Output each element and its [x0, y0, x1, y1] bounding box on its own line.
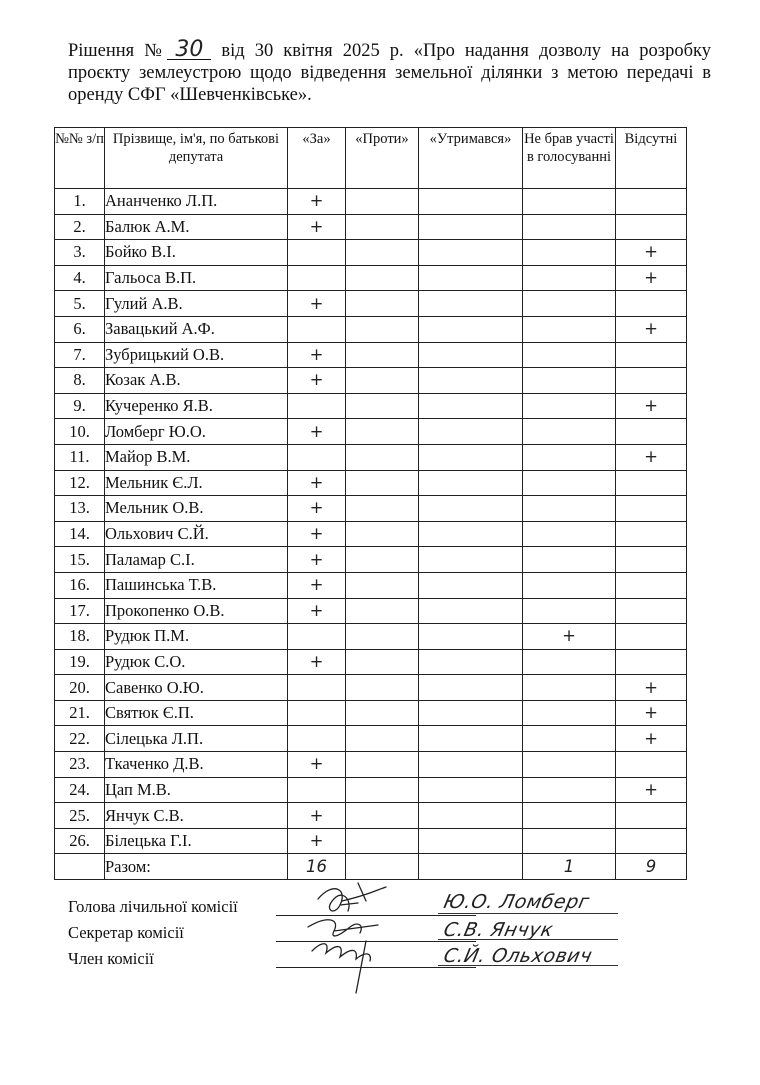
- row-number: 19.: [55, 649, 105, 675]
- row-number: 20.: [55, 675, 105, 701]
- vote-for-mark: [288, 675, 346, 701]
- vote-against-mark: [346, 777, 419, 803]
- table-row: [55, 470, 687, 496]
- total-empty-cell: [55, 854, 105, 880]
- vote-against-mark: [346, 675, 419, 701]
- vote-for-mark: +: [288, 342, 346, 368]
- vote-absent-mark: [616, 419, 687, 445]
- table-row: [55, 726, 687, 752]
- vote-absent-mark: +: [616, 265, 687, 291]
- vote-not-voting-mark: [523, 444, 616, 470]
- vote-absent-mark: [616, 291, 687, 317]
- vote-abstain-mark: [419, 828, 523, 854]
- vote-abstain-mark: [419, 214, 523, 240]
- table-row: [55, 649, 687, 675]
- vote-not-voting-mark: [523, 726, 616, 752]
- vote-against-mark: [346, 828, 419, 854]
- vote-not-voting-mark: [523, 649, 616, 675]
- vote-absent-mark: +: [616, 316, 687, 342]
- vote-abstain-mark: [419, 777, 523, 803]
- vote-against-mark: [346, 189, 419, 215]
- vote-not-voting-mark: [523, 547, 616, 573]
- vote-against-mark: [346, 368, 419, 394]
- vote-absent-mark: [616, 828, 687, 854]
- vote-abstain-mark: [419, 496, 523, 522]
- vote-absent-mark: +: [616, 726, 687, 752]
- deputy-name: Цап М.В.: [105, 777, 288, 803]
- total-row: [55, 854, 687, 880]
- vote-for-mark: +: [288, 572, 346, 598]
- deputy-name: Святюк Є.П.: [105, 700, 288, 726]
- row-number: 6.: [55, 316, 105, 342]
- vote-against-mark: [346, 342, 419, 368]
- vote-abstain-mark: [419, 598, 523, 624]
- table-row: [55, 803, 687, 829]
- col-header-name: Прізвище, ім'я, по батькові депутата: [105, 128, 288, 189]
- vote-not-voting-mark: [523, 828, 616, 854]
- vote-not-voting-mark: [523, 752, 616, 778]
- total-against: [346, 854, 419, 880]
- table-row: [55, 265, 687, 291]
- deputy-name: Мельник Є.Л.: [105, 470, 288, 496]
- vote-absent-mark: +: [616, 444, 687, 470]
- row-number: 24.: [55, 777, 105, 803]
- vote-absent-mark: [616, 368, 687, 394]
- deputy-name: Гулий А.В.: [105, 291, 288, 317]
- vote-for-mark: +: [288, 496, 346, 522]
- vote-absent-mark: +: [616, 777, 687, 803]
- vote-against-mark: [346, 700, 419, 726]
- vote-for-mark: [288, 624, 346, 650]
- vote-abstain-mark: [419, 700, 523, 726]
- vote-not-voting-mark: [523, 291, 616, 317]
- row-number: 25.: [55, 803, 105, 829]
- deputy-name: Балюк А.М.: [105, 214, 288, 240]
- vote-against-mark: [346, 649, 419, 675]
- vote-not-voting-mark: +: [523, 624, 616, 650]
- vote-abstain-mark: [419, 521, 523, 547]
- vote-not-voting-mark: [523, 368, 616, 394]
- vote-for-mark: [288, 777, 346, 803]
- deputy-name: Ольхович С.Й.: [105, 521, 288, 547]
- vote-for-mark: +: [288, 547, 346, 573]
- row-number: 8.: [55, 368, 105, 394]
- vote-abstain-mark: [419, 547, 523, 573]
- vote-abstain-mark: [419, 726, 523, 752]
- deputy-name: Гальоса В.П.: [105, 265, 288, 291]
- vote-for-mark: +: [288, 521, 346, 547]
- signature-name-underline-secretary: [438, 939, 618, 940]
- vote-for-mark: +: [288, 828, 346, 854]
- vote-abstain-mark: [419, 368, 523, 394]
- vote-against-mark: [346, 803, 419, 829]
- vote-for-mark: [288, 240, 346, 266]
- table-row: [55, 316, 687, 342]
- vote-abstain-mark: [419, 649, 523, 675]
- vote-for-mark: +: [288, 649, 346, 675]
- vote-against-mark: [346, 752, 419, 778]
- vote-against-mark: [346, 291, 419, 317]
- handwritten-signatures: [278, 881, 458, 1001]
- deputy-name: Ломберг Ю.О.: [105, 419, 288, 445]
- vote-not-voting-mark: [523, 342, 616, 368]
- vote-abstain-mark: [419, 675, 523, 701]
- vote-abstain-mark: [419, 240, 523, 266]
- vote-absent-mark: [616, 649, 687, 675]
- vote-not-voting-mark: [523, 393, 616, 419]
- vote-not-voting-mark: [523, 240, 616, 266]
- table-row: [55, 521, 687, 547]
- vote-for-mark: +: [288, 419, 346, 445]
- row-number: 10.: [55, 419, 105, 445]
- col-header-for: «За»: [288, 128, 346, 189]
- signature-role-secretary: Секретар комісії: [68, 923, 184, 942]
- vote-against-mark: [346, 240, 419, 266]
- row-number: 7.: [55, 342, 105, 368]
- vote-not-voting-mark: [523, 470, 616, 496]
- deputy-name: Зубрицький О.В.: [105, 342, 288, 368]
- table-row: [55, 752, 687, 778]
- vote-absent-mark: [616, 496, 687, 522]
- signature-block: [68, 893, 708, 1003]
- vote-abstain-mark: [419, 393, 523, 419]
- row-number: 14.: [55, 521, 105, 547]
- vote-not-voting-mark: [523, 265, 616, 291]
- table-row: [55, 624, 687, 650]
- vote-against-mark: [346, 726, 419, 752]
- decision-header: [68, 37, 711, 106]
- vote-for-mark: +: [288, 189, 346, 215]
- row-number: 1.: [55, 189, 105, 215]
- decision-number: 30: [167, 41, 211, 60]
- vote-not-voting-mark: [523, 572, 616, 598]
- vote-for-mark: +: [288, 752, 346, 778]
- vote-abstain-mark: [419, 189, 523, 215]
- col-header-number: №№ з/п: [55, 128, 105, 189]
- vote-not-voting-mark: [523, 521, 616, 547]
- table-row: [55, 444, 687, 470]
- deputy-name: Козак А.В.: [105, 368, 288, 394]
- deputy-name: Янчук С.В.: [105, 803, 288, 829]
- vote-not-voting-mark: [523, 496, 616, 522]
- vote-against-mark: [346, 624, 419, 650]
- vote-for-mark: [288, 265, 346, 291]
- deputy-name: Завацький А.Ф.: [105, 316, 288, 342]
- vote-absent-mark: [616, 624, 687, 650]
- row-number: 16.: [55, 572, 105, 598]
- vote-for-mark: +: [288, 803, 346, 829]
- vote-against-mark: [346, 214, 419, 240]
- table-row: [55, 393, 687, 419]
- vote-for-mark: +: [288, 214, 346, 240]
- total-label: Разом:: [105, 854, 288, 880]
- vote-against-mark: [346, 393, 419, 419]
- vote-abstain-mark: [419, 572, 523, 598]
- table-row: [55, 189, 687, 215]
- voting-table: [54, 127, 687, 880]
- vote-for-mark: +: [288, 598, 346, 624]
- deputy-name: Пашинська Т.В.: [105, 572, 288, 598]
- vote-abstain-mark: [419, 342, 523, 368]
- vote-against-mark: [346, 470, 419, 496]
- vote-for-mark: +: [288, 470, 346, 496]
- vote-for-mark: [288, 700, 346, 726]
- row-number: 26.: [55, 828, 105, 854]
- vote-against-mark: [346, 419, 419, 445]
- row-number: 3.: [55, 240, 105, 266]
- total-abstain: [419, 854, 523, 880]
- col-header-absent: Відсутні: [616, 128, 687, 189]
- vote-abstain-mark: [419, 624, 523, 650]
- signature-role-member: Член комісії: [68, 949, 154, 968]
- row-number: 21.: [55, 700, 105, 726]
- vote-absent-mark: +: [616, 240, 687, 266]
- vote-against-mark: [346, 496, 419, 522]
- vote-absent-mark: [616, 572, 687, 598]
- vote-abstain-mark: [419, 419, 523, 445]
- vote-for-mark: [288, 726, 346, 752]
- vote-abstain-mark: [419, 265, 523, 291]
- vote-absent-mark: [616, 342, 687, 368]
- deputy-name: Ананченко Л.П.: [105, 189, 288, 215]
- vote-absent-mark: +: [616, 675, 687, 701]
- table-row: [55, 496, 687, 522]
- vote-absent-mark: [616, 521, 687, 547]
- vote-abstain-mark: [419, 291, 523, 317]
- vote-against-mark: [346, 572, 419, 598]
- vote-against-mark: [346, 265, 419, 291]
- signature-role-chair: Голова лічильної комісії: [68, 897, 238, 916]
- vote-not-voting-mark: [523, 700, 616, 726]
- vote-abstain-mark: [419, 752, 523, 778]
- vote-not-voting-mark: [523, 419, 616, 445]
- col-header-abstain: «Утримався»: [419, 128, 523, 189]
- vote-against-mark: [346, 444, 419, 470]
- row-number: 2.: [55, 214, 105, 240]
- table-row: [55, 598, 687, 624]
- row-number: 15.: [55, 547, 105, 573]
- vote-absent-mark: [616, 803, 687, 829]
- deputy-name: Бойко В.І.: [105, 240, 288, 266]
- vote-absent-mark: [616, 752, 687, 778]
- vote-against-mark: [346, 547, 419, 573]
- vote-abstain-mark: [419, 316, 523, 342]
- decision-title: від 30 квітня 2025 р. «Про надання дозволу на розробку проєкту землеустрою щодо відведення земельної ділянки з метою передачі в оренду СФГ «Шевченківське».: [68, 41, 711, 105]
- deputy-name: Савенко О.Ю.: [105, 675, 288, 701]
- table-row: [55, 291, 687, 317]
- vote-absent-mark: [616, 214, 687, 240]
- vote-absent-mark: +: [616, 700, 687, 726]
- deputy-name: Паламар С.І.: [105, 547, 288, 573]
- deputy-name: Мельник О.В.: [105, 496, 288, 522]
- table-row: [55, 419, 687, 445]
- row-number: 18.: [55, 624, 105, 650]
- row-number: 17.: [55, 598, 105, 624]
- vote-abstain-mark: [419, 470, 523, 496]
- table-row: [55, 700, 687, 726]
- col-header-not-voting: Не брав участі в голосуванні: [523, 128, 616, 189]
- signature-name-secretary: С.В. Янчук: [441, 919, 556, 941]
- signature-name-chair: Ю.О. Ломберг: [441, 891, 592, 913]
- signature-name-member: С.Й. Ольхович: [441, 945, 595, 967]
- vote-for-mark: +: [288, 368, 346, 394]
- table-row: [55, 368, 687, 394]
- vote-for-mark: [288, 444, 346, 470]
- table-header-row: [55, 128, 687, 189]
- deputy-name: Рудюк П.М.: [105, 624, 288, 650]
- vote-absent-mark: [616, 598, 687, 624]
- row-number: 22.: [55, 726, 105, 752]
- vote-not-voting-mark: [523, 777, 616, 803]
- total-for: 16: [288, 854, 346, 880]
- deputy-name: Рудюк С.О.: [105, 649, 288, 675]
- table-row: [55, 214, 687, 240]
- vote-not-voting-mark: [523, 598, 616, 624]
- vote-against-mark: [346, 521, 419, 547]
- row-number: 12.: [55, 470, 105, 496]
- total-not-voting: 1: [523, 854, 616, 880]
- vote-absent-mark: [616, 189, 687, 215]
- deputy-name: Кучеренко Я.В.: [105, 393, 288, 419]
- total-absent: 9: [616, 854, 687, 880]
- table-row: [55, 240, 687, 266]
- vote-for-mark: [288, 316, 346, 342]
- deputy-name: Білецька Г.І.: [105, 828, 288, 854]
- vote-not-voting-mark: [523, 803, 616, 829]
- deputy-name: Ткаченко Д.В.: [105, 752, 288, 778]
- decision-label: Рішення №: [68, 41, 168, 61]
- vote-against-mark: [346, 316, 419, 342]
- deputy-name: Сілецька Л.П.: [105, 726, 288, 752]
- vote-absent-mark: [616, 547, 687, 573]
- vote-not-voting-mark: [523, 189, 616, 215]
- row-number: 9.: [55, 393, 105, 419]
- vote-not-voting-mark: [523, 316, 616, 342]
- vote-for-mark: [288, 393, 346, 419]
- vote-abstain-mark: [419, 803, 523, 829]
- col-header-against: «Проти»: [346, 128, 419, 189]
- row-number: 11.: [55, 444, 105, 470]
- row-number: 23.: [55, 752, 105, 778]
- vote-against-mark: [346, 598, 419, 624]
- row-number: 4.: [55, 265, 105, 291]
- vote-absent-mark: [616, 470, 687, 496]
- row-number: 5.: [55, 291, 105, 317]
- vote-not-voting-mark: [523, 675, 616, 701]
- table-row: [55, 342, 687, 368]
- vote-absent-mark: +: [616, 393, 687, 419]
- vote-not-voting-mark: [523, 214, 616, 240]
- table-row: [55, 675, 687, 701]
- vote-abstain-mark: [419, 444, 523, 470]
- table-row: [55, 572, 687, 598]
- signature-name-underline-chair: [438, 913, 618, 914]
- deputy-name: Прокопенко О.В.: [105, 598, 288, 624]
- deputy-name: Майор В.М.: [105, 444, 288, 470]
- row-number: 13.: [55, 496, 105, 522]
- signature-name-underline-member: [438, 965, 618, 966]
- vote-for-mark: +: [288, 291, 346, 317]
- table-row: [55, 547, 687, 573]
- table-row: [55, 828, 687, 854]
- table-row: [55, 777, 687, 803]
